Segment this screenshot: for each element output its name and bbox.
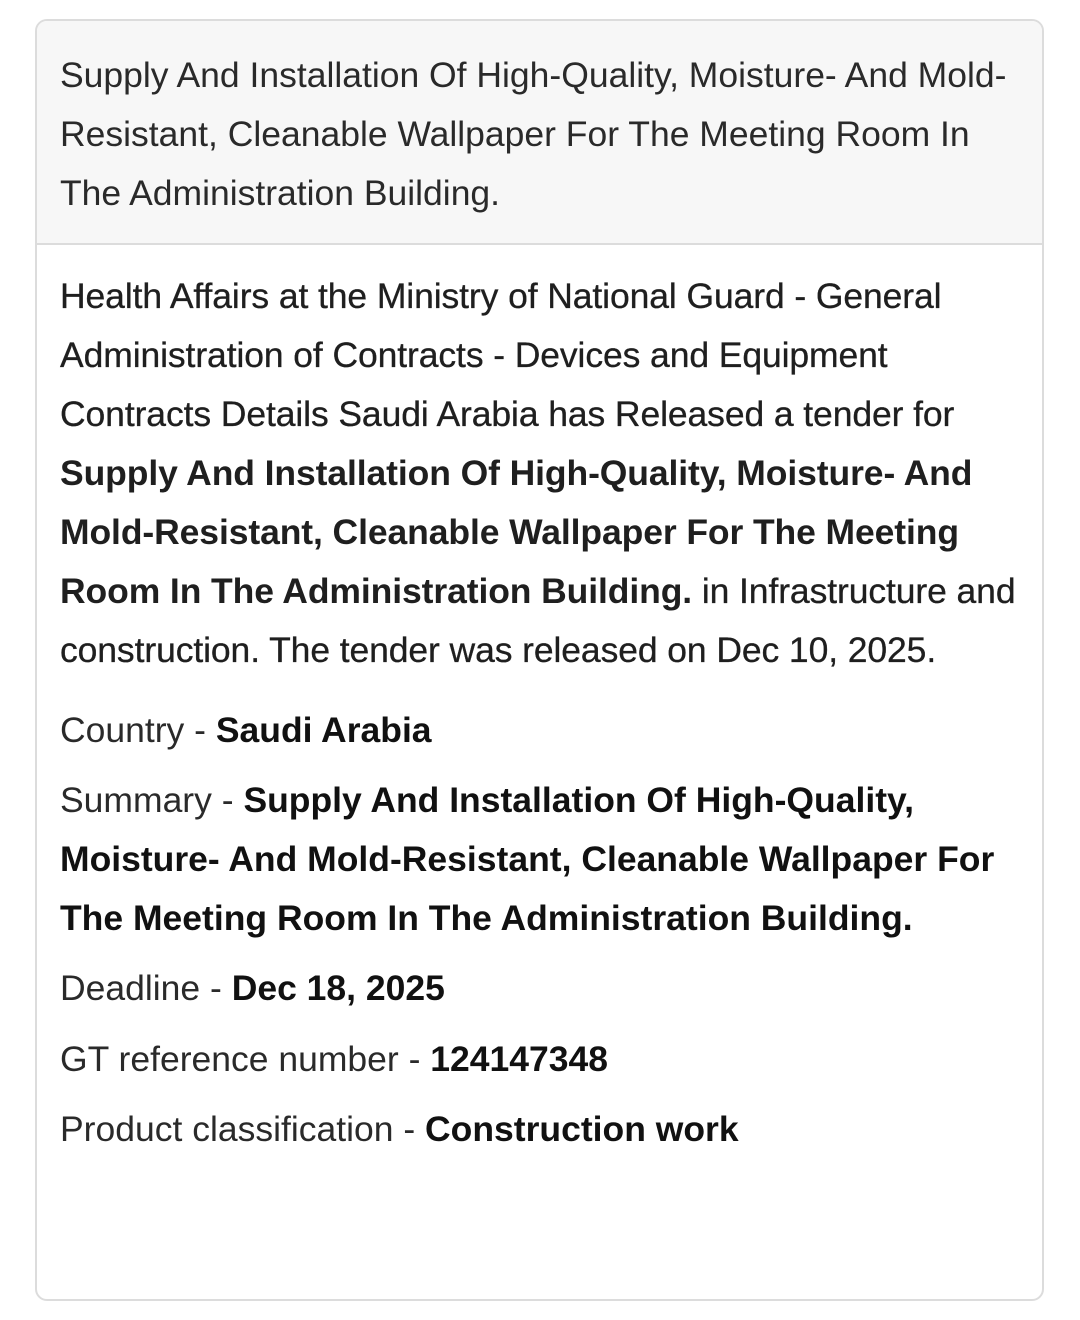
gt-reference-label: GT reference number - xyxy=(60,1039,431,1079)
field-deadline xyxy=(60,959,1022,1018)
country-value: Saudi Arabia xyxy=(215,710,432,750)
description-tail: . xyxy=(926,630,937,670)
field-country xyxy=(60,701,1022,760)
description-mid: in Infrastructure and construction. The tender was released on xyxy=(60,571,1016,670)
field-summary xyxy=(60,771,1022,948)
product-classification-label: Product classification - xyxy=(60,1109,426,1149)
tender-card-body xyxy=(37,245,1042,1159)
field-gt-reference xyxy=(60,1030,1022,1089)
description-release-date: Dec 10, 2025 xyxy=(716,630,927,670)
tender-title: Supply And Installation Of High-Quality, Moisture- And Mold-Resistant, Cleanable Wallpaper For The Meeting Room In The Administration Building. xyxy=(60,55,1007,213)
tender-description xyxy=(60,267,1022,680)
gt-reference-value: 124147348 xyxy=(430,1039,608,1079)
product-classification-value: Construction work xyxy=(425,1109,739,1149)
description-tender-title: Supply And Installation Of High-Quality, Moisture- And Mold-Resistant, Cleanable Wallpaper For The Meeting Room In The Administration Building. xyxy=(60,453,973,611)
description-lead: Health Affairs at the Ministry of National Guard - General Administration of Contracts - Devices and Equipment Contracts Details Saudi Arabia has Released a tender for xyxy=(60,276,955,434)
field-product-classification xyxy=(60,1100,1022,1159)
summary-label: Summary - xyxy=(60,780,244,820)
deadline-label: Deadline - xyxy=(60,968,232,1008)
tender-card xyxy=(35,19,1044,1301)
deadline-value: Dec 18, 2025 xyxy=(231,968,445,1008)
country-label: Country - xyxy=(60,710,216,750)
tender-card-header xyxy=(37,21,1042,245)
summary-value: Supply And Installation Of High-Quality, Moisture- And Mold-Resistant, Cleanable Wallpaper For The Meeting Room In The Administration Building. xyxy=(60,780,995,938)
